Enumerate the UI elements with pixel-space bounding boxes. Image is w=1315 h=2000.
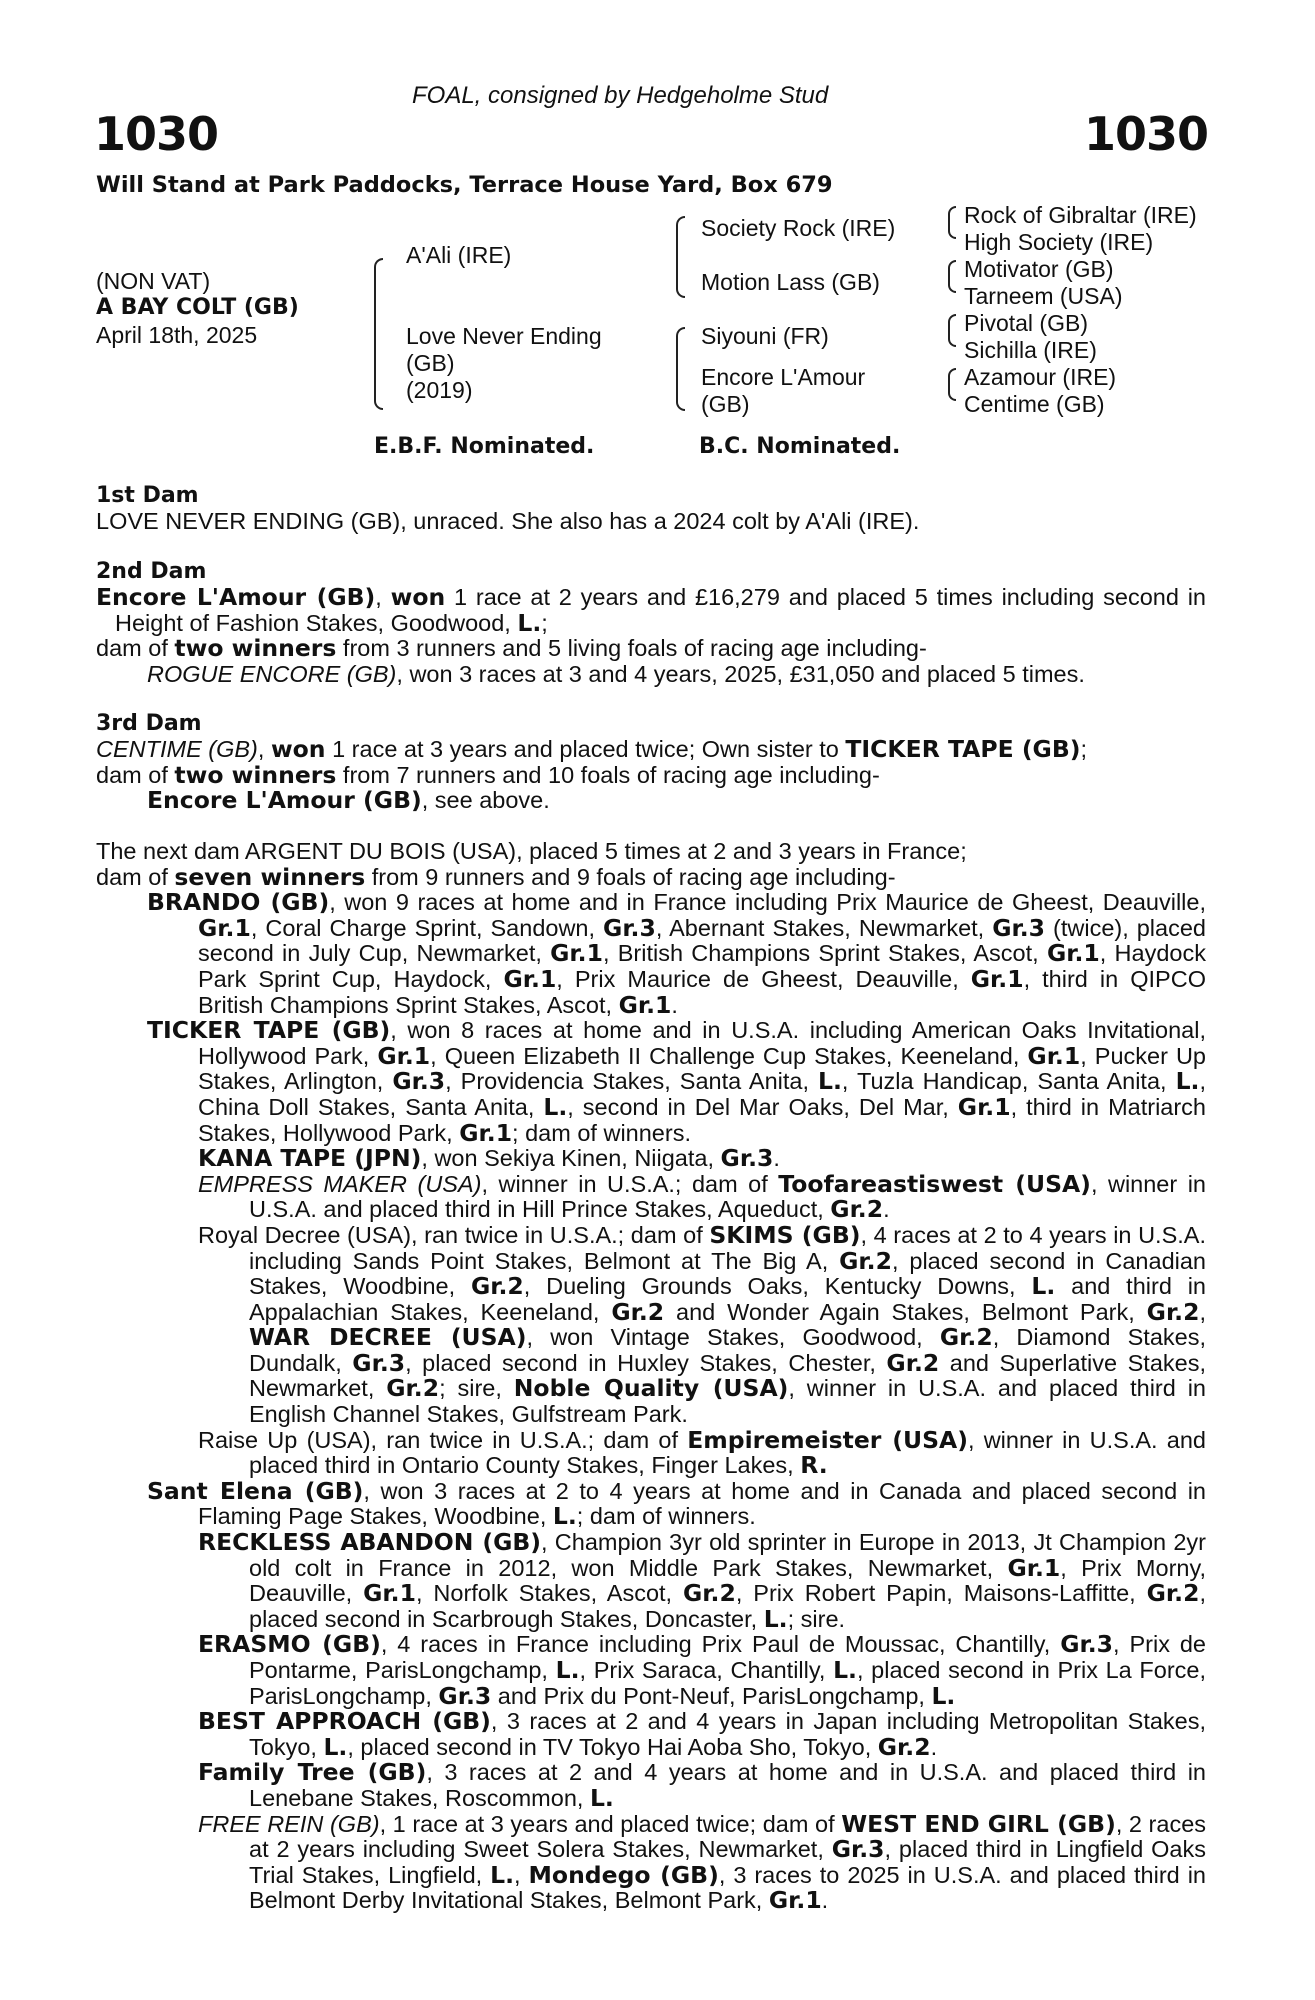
- brace-g3-4-bottom: [948, 383, 956, 401]
- dam-line-1: Love Never Ending: [406, 323, 602, 349]
- third-dam-progeny-1: Encore L'Amour (GB), see above.: [147, 786, 550, 815]
- brace-dam-top: [676, 327, 685, 373]
- dam-sire: Siyouni (FR): [701, 323, 829, 349]
- progeny-royal-decree: Royal Decree (USA), ran twice in U.S.A.; dam of SKIMS (GB), 4 races at 2 to 4 years in U.S.A. including Sands Point Stakes, Belmont at The Big A, Gr.2, placed second in Canadian Stakes, Woodbine, Gr.2, Dueling Grounds Oaks, Kentucky Downs, L. and third in Appalachian Stakes, Keeneland, Gr.2 and Wonder Again Stakes, Belmont Park, Gr.2, WAR DECREE (USA), won Vintage Stakes, Goodwood, Gr.2, Diamond Stakes, Dundalk, Gr.3, placed second in Huxley Stakes, Chester, Gr.2 and Superlative Stakes, Newmarket, Gr.2; sire, Noble Quality (USA), winner in U.S.A. and placed third in English Channel Stakes, Gulfstream Park.: [198, 1220, 1206, 1428]
- third-dam-produce: dam of two winners from 7 runners and 10 foals of racing age including-: [96, 760, 880, 789]
- progeny-brando: BRANDO (GB), won 9 races at home and in France including Prix Maurice de Gheest, Deauville, Gr.1, Coral Charge Sprint, Sandown, Gr.3, Abernant Stakes, Newmarket, Gr.3 (twice), placed second in July Cup, Newmarket, Gr.1, British Champions Sprint Stakes, Ascot, Gr.1, Haydock Park Sprint Cup, Haydock, Gr.1, Prix Maurice de Gheest, Deauville, Gr.1, third in QIPCO British Champions Sprint Stakes, Ascot, Gr.1.: [147, 888, 1206, 1019]
- dam-dam-sire: Azamour (IRE): [964, 364, 1117, 390]
- progeny-sant-elena: Sant Elena (GB), won 3 races at 2 to 4 years at home and in Canada and placed second in Flaming Page Stakes, Woodbine, L.; dam of winners.: [147, 1476, 1206, 1531]
- second-dam-record: Encore L'Amour (GB), won 1 race at 2 years and £16,279 and placed 5 times including second in Height of Fashion Stakes, Goodwood, L.;: [96, 583, 1206, 637]
- sire-dam: Motion Lass (GB): [701, 269, 880, 295]
- second-dam-section: [96, 559, 1206, 687]
- brace-g3-3-bottom: [948, 329, 956, 347]
- progeny-ticker-tape: TICKER TAPE (GB), won 8 races at home and in U.S.A. including American Oaks Invitational, Hollywood Park, Gr.1, Queen Elizabeth II Challenge Cup Stakes, Keeneland, Gr.1, Pucker Up Stakes, Arlington, Gr.3, Providencia Stakes, Santa Anita, L., Tuzla Handicap, Santa Anita, L., China Doll Stakes, Santa Anita, L., second in Del Mar Oaks, Del Mar, Gr.1, third in Matriarch Stakes, Hollywood Park, Gr.1; dam of winners.: [147, 1016, 1207, 1147]
- third-dam-section: [96, 711, 1206, 814]
- dam-sire-dam: Sichilla (IRE): [964, 337, 1097, 363]
- progeny-family-tree: Family Tree (GB), 3 races at 2 and 4 years at home and in U.S.A. and placed third in Lenebane Stakes, Roscommon, L.: [198, 1758, 1206, 1812]
- brace-dam-bottom: [676, 371, 685, 411]
- sire-dam-dam: Tarneem (USA): [964, 283, 1123, 309]
- third-dam-name: CENTIME (GB): [96, 736, 258, 762]
- sire-sire: Society Rock (IRE): [701, 215, 896, 241]
- next-dam-produce: dam of seven winners from 9 runners and 9 foals of racing age including-: [96, 862, 896, 891]
- first-dam-heading: 1st Dam: [96, 483, 199, 508]
- second-dam-heading: 2nd Dam: [96, 559, 207, 584]
- sire-sire-dam: High Society (IRE): [964, 229, 1154, 255]
- progeny-free-rein: FREE REIN (GB), 1 race at 3 years and placed twice; dam of WEST END GIRL (GB), 2 races at 2 years including Sweet Solera Stakes, Newmarket, Gr.3, placed third in Lingfield Oaks Trial Stakes, Lingfield, L., Mondego (GB), 3 races to 2025 in U.S.A. and placed third in Belmont Derby Invitational Stakes, Belmont Park, Gr.1.: [198, 1809, 1207, 1915]
- vat-status: (NON VAT): [96, 268, 211, 294]
- second-dam-name: Encore L'Amour (GB): [96, 583, 376, 611]
- third-dam-heading: 3rd Dam: [96, 711, 202, 736]
- bc-nominated: B.C. Nominated.: [699, 434, 901, 459]
- sire-dam-sire: Motivator (GB): [964, 256, 1114, 282]
- brace-gen1-top: [374, 258, 383, 338]
- brace-sire-top: [676, 216, 685, 258]
- second-dam-progeny-1: ROGUE ENCORE (GB), won 3 races at 3 and 4 years, 2025, £31,050 and placed 5 times.: [147, 660, 1085, 687]
- lot-number-left: 1030: [94, 107, 219, 161]
- dam-sire-sire: Pivotal (GB): [964, 310, 1088, 336]
- third-dam-record: CENTIME (GB), won 1 race at 3 years and placed twice; Own sister to TICKER TAPE (GB);: [96, 735, 1088, 763]
- progeny-raise-up: Raise Up (USA), ran twice in U.S.A.; dam of Empiremeister (USA), winner in U.S.A. and placed third in Ontario County Stakes, Finger Lakes, R.: [198, 1425, 1207, 1480]
- ebf-nominated: E.B.F. Nominated.: [374, 434, 595, 459]
- progeny-best-approach: BEST APPROACH (GB), 3 races at 2 and 4 years in Japan including Metropolitan Stakes, Tokyo, L., placed second in TV Tokyo Hai Aoba Sho, Tokyo, Gr.2.: [198, 1707, 1207, 1761]
- sire: A'Ali (IRE): [406, 242, 512, 268]
- foaling-date: April 18th, 2025: [96, 322, 258, 348]
- first-dam-text: LOVE NEVER ENDING (GB), unraced. She also has a 2024 colt by A'Ali (IRE).: [96, 508, 920, 534]
- second-dam-produce: dam of two winners from 3 runners and 5 living foals of racing age including-: [96, 634, 927, 663]
- brace-sire-bottom: [676, 256, 685, 298]
- progeny-empress-maker: EMPRESS MAKER (USA), winner in U.S.A.; dam of Toofareastiswest (USA), winner in U.S.A. and placed third in Hill Prince Stakes, Aqueduct, Gr.2.: [198, 1169, 1206, 1224]
- dam-dam-line-1: Encore L'Amour: [701, 364, 866, 390]
- progeny-reckless-abandon: RECKLESS ABANDON (GB), Champion 3yr old sprinter in Europe in 2013, Jt Champion 2yr old colt in France in 2012, won Middle Park Stakes, Newmarket, Gr.1, Prix Morny, Deauville, Gr.1, Norfolk Stakes, Ascot, Gr.2, Prix Robert Papin, Maisons-Laffitte, Gr.2, placed second in Scarbrough Stakes, Doncaster, L.; sire.: [198, 1528, 1207, 1633]
- dam-dam-line-2: (GB): [701, 391, 750, 417]
- lot-number-right: 1030: [1084, 107, 1209, 161]
- horse-name: A BAY COLT (GB): [96, 295, 299, 320]
- progeny-erasmo: ERASMO (GB), 4 races in France including Prix Paul de Moussac, Chantilly, Gr.3, Prix de Pontarme, ParisLongchamp, L., Prix Saraca, Chantilly, L., placed second in Prix La Force, ParisLongchamp, Gr.3 and Prix du Pont-Neuf, ParisLongchamp, L.: [198, 1630, 1207, 1710]
- dam-line-3: (2019): [406, 377, 473, 403]
- brace-g3-2-bottom: [948, 275, 956, 293]
- next-dam-section: [96, 839, 1206, 1914]
- progeny-kana-tape: KANA TAPE (JPN), won Sekiya Kinen, Niigata, Gr.3.: [198, 1144, 780, 1173]
- stable-location: Will Stand at Park Paddocks, Terrace House Yard, Box 679: [96, 172, 833, 198]
- first-dam-section: [96, 483, 1206, 535]
- sire-sire-sire: Rock of Gibraltar (IRE): [964, 202, 1197, 228]
- consignor-line: FOAL, consigned by Hedgeholme Stud: [412, 82, 829, 109]
- dam-dam-dam: Centime (GB): [964, 391, 1105, 417]
- dam-line-2: (GB): [406, 350, 455, 376]
- brace-g3-1-bottom: [948, 221, 956, 239]
- brace-gen1-bottom: [374, 336, 383, 410]
- next-dam-intro: The next dam ARGENT DU BOIS (USA), placed 5 times at 2 and 3 years in France;: [96, 838, 967, 864]
